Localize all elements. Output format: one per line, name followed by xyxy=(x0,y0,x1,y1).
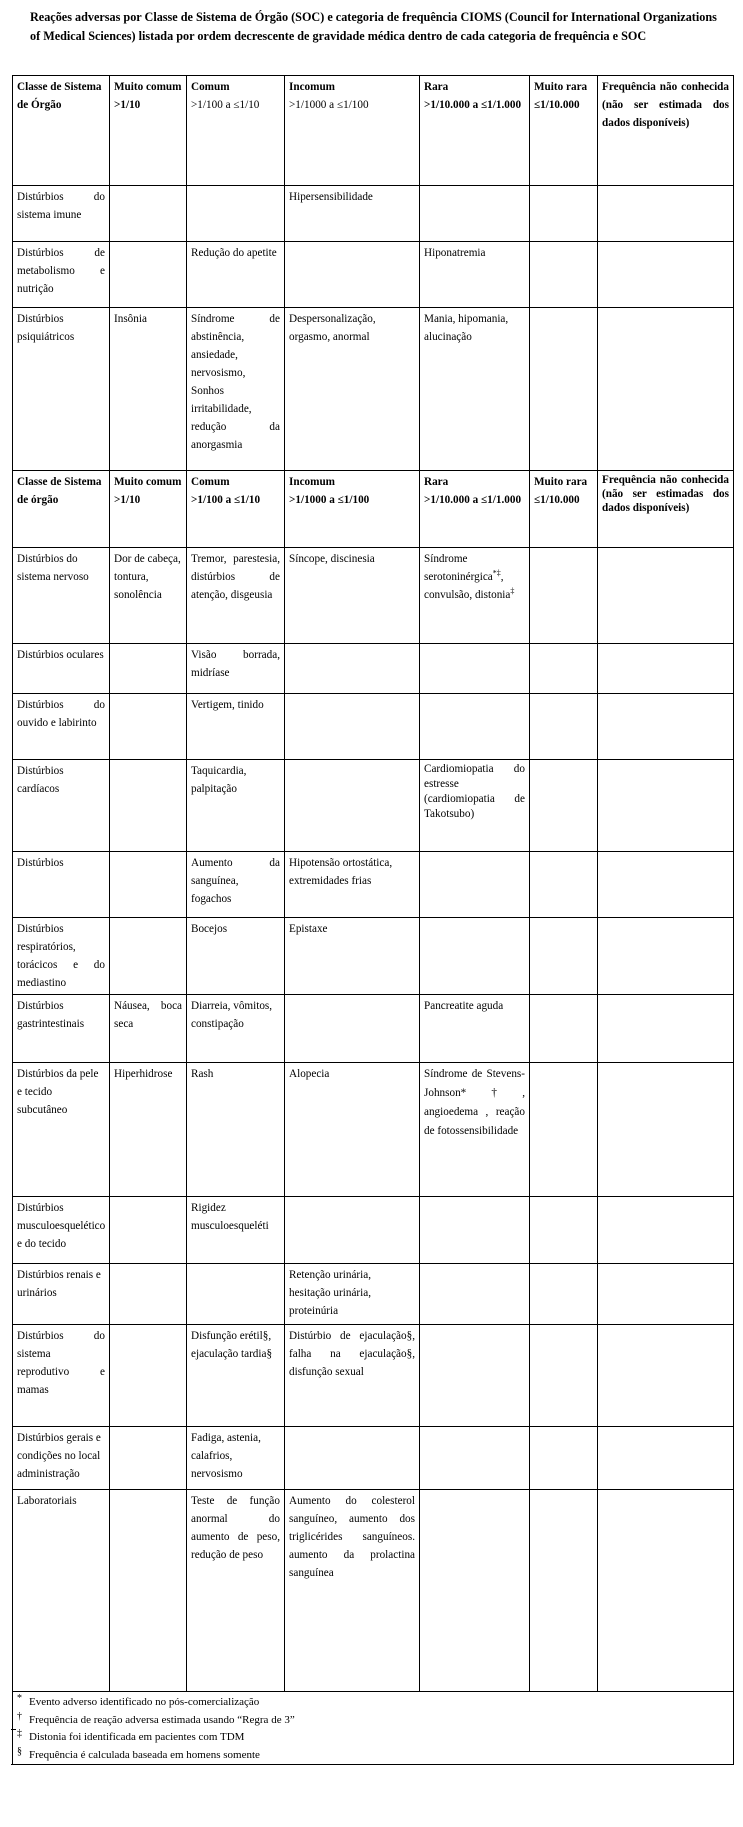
header-incomum-label: Incomum xyxy=(289,81,335,93)
header-rara-label: Rara xyxy=(424,81,449,93)
rara-cell xyxy=(420,548,530,644)
soc-cell: Distúrbios gastrintestinais xyxy=(13,995,110,1063)
incomum-cell xyxy=(285,995,420,1063)
rara-cell: Hiponatremia xyxy=(420,242,530,308)
footnote-text: Frequência de reação adversa estimada usando “Regra de 3” xyxy=(29,1713,295,1726)
muito-rara-cell xyxy=(530,995,598,1063)
table-row xyxy=(13,918,734,995)
header-comum xyxy=(187,76,285,186)
muito-rara-cell xyxy=(530,852,598,918)
rara-cell: Mania, hipomania, alucinação xyxy=(420,308,530,471)
muito-comum-cell: Hiperhidrose xyxy=(110,1063,187,1197)
incomum-cell: Alopecia xyxy=(285,1063,420,1197)
table-row xyxy=(13,242,734,308)
desconhecida-cell xyxy=(598,308,734,471)
incomum-cell: Aumento do colesterol sanguíneo, aumento dos triglicérides sanguíneos. aumento da prolactina sanguínea xyxy=(285,1490,420,1692)
header-desconhecida: Frequência não conhecida (não ser estimada dos dados disponíveis) xyxy=(598,76,734,186)
rara-cell xyxy=(420,852,530,918)
header-incomum-range: >1/1000 a ≤1/100 xyxy=(289,494,370,506)
table-row xyxy=(13,760,734,852)
table-caption: Reações adversas por Classe de Sistema de Órgão (SOC) e categoria de frequência CIOMS (Council for International Organizations of Medical Sciences) listada por ordem decrescente de gravidade médica dentro de cada categoria de frequência e SOC xyxy=(30,10,717,43)
comum-cell: Fadiga, astenia, calafrios, nervosismo xyxy=(187,1427,285,1490)
muito-comum-cell xyxy=(110,1490,187,1692)
header-muito-rara: Muito rara ≤1/10.000 xyxy=(530,76,598,186)
incomum-cell: Distúrbio de ejaculação§, falha na ejaculação§, disfunção sexual xyxy=(285,1325,420,1427)
muito-rara-cell xyxy=(530,694,598,760)
comum-cell: Visão borrada, midríase xyxy=(187,644,285,694)
muito-rara-cell xyxy=(530,1063,598,1197)
header-muito-comum: Muito comum >1/10 xyxy=(110,471,187,548)
footnote-mark: ‡ xyxy=(510,586,515,596)
table-header-row xyxy=(13,471,734,548)
muito-comum-cell xyxy=(110,760,187,852)
comum-cell: Vertigem, tinido xyxy=(187,694,285,760)
soc-cell: Distúrbios do sistema nervoso xyxy=(13,548,110,644)
comum-cell: Taquicardia, palpitação xyxy=(187,760,285,852)
muito-comum-cell xyxy=(110,694,187,760)
soc-cell: Distúrbios musculoesquelético e do tecido xyxy=(13,1197,110,1264)
header-rara-label: Rara xyxy=(424,476,449,488)
header-comum xyxy=(187,471,285,548)
muito-comum-cell: Náusea, boca seca xyxy=(110,995,187,1063)
desconhecida-cell xyxy=(598,242,734,308)
muito-comum-cell xyxy=(110,1325,187,1427)
comum-cell: Redução do apetite xyxy=(187,242,285,308)
header-soc: Classe de Sistema de Órgão xyxy=(13,76,110,186)
desconhecida-cell xyxy=(598,644,734,694)
soc-cell: Distúrbios respiratórios, torácicos e do mediastino xyxy=(13,918,110,995)
muito-rara-cell xyxy=(530,548,598,644)
soc-cell: Distúrbios de metabolismo e nutrição xyxy=(13,242,110,308)
muito-comum-cell: Insônia xyxy=(110,308,187,471)
desconhecida-cell xyxy=(598,1264,734,1325)
header-muito-comum: Muito comum >1/10 xyxy=(110,76,187,186)
muito-comum-cell xyxy=(110,1264,187,1325)
desconhecida-cell xyxy=(598,760,734,852)
incomum-cell: Epistaxe xyxy=(285,918,420,995)
rara-text-a: Síndrome serotoninérgica xyxy=(424,553,493,583)
muito-comum-cell: Dor de cabeça, tontura, sonolência xyxy=(110,548,187,644)
rara-text-b: , convulsão, distonia xyxy=(424,571,511,601)
table-row xyxy=(13,308,734,471)
footnote-symbol: * xyxy=(17,1693,22,1704)
table-row xyxy=(13,1063,734,1197)
incomum-cell: Retenção urinária, hesitação urinária, proteinúria xyxy=(285,1264,420,1325)
header-incomum-range: >1/1000 a ≤1/100 xyxy=(289,99,369,111)
comum-cell: Diarreia, vômitos, constipação xyxy=(187,995,285,1063)
table-row xyxy=(13,1325,734,1427)
muito-comum-cell xyxy=(110,1197,187,1264)
desconhecida-cell xyxy=(598,1427,734,1490)
comum-cell: Aumento da sanguínea, fogachos xyxy=(187,852,285,918)
header-comum-label: Comum xyxy=(191,476,230,488)
footnote-item xyxy=(17,1747,729,1765)
muito-comum-cell xyxy=(110,1427,187,1490)
muito-comum-cell xyxy=(110,918,187,995)
muito-rara-cell xyxy=(530,644,598,694)
rara-cell xyxy=(420,918,530,995)
desconhecida-cell xyxy=(598,1063,734,1197)
soc-cell: Distúrbios renais e urinários xyxy=(13,1264,110,1325)
rara-cell xyxy=(420,1264,530,1325)
soc-cell: Distúrbios xyxy=(13,852,110,918)
table-row xyxy=(13,1264,734,1325)
muito-rara-cell xyxy=(530,242,598,308)
table-row xyxy=(13,1427,734,1490)
muito-rara-cell xyxy=(530,1490,598,1692)
comum-cell: Rash xyxy=(187,1063,285,1197)
table-row xyxy=(13,186,734,242)
muito-comum-cell xyxy=(110,852,187,918)
soc-cell: Laboratoriais xyxy=(13,1490,110,1692)
header-comum-range: >1/100 a ≤1/10 xyxy=(191,99,260,111)
comum-cell: Tremor, parestesia, distúrbios de atenção, disgeusia xyxy=(187,548,285,644)
muito-rara-cell xyxy=(530,1325,598,1427)
rara-cell xyxy=(420,1197,530,1264)
rara-cell xyxy=(420,644,530,694)
comum-cell: Disfunção erétil§, ejaculação tardia§ xyxy=(187,1325,285,1427)
header-comum-range: >1/100 a ≤1/10 xyxy=(191,494,261,506)
footnote-symbol: † xyxy=(17,1710,22,1722)
footnote-symbol: ‡ xyxy=(17,1728,22,1739)
desconhecida-cell xyxy=(598,1197,734,1264)
muito-comum-cell xyxy=(110,644,187,694)
header-comum-label: Comum xyxy=(191,81,230,93)
footnote-mark: *‡ xyxy=(492,568,501,578)
muito-rara-cell xyxy=(530,1264,598,1325)
footnote-text: Evento adverso identificado no pós-comercialização xyxy=(29,1696,260,1708)
header-rara-range: >1/10.000 a ≤1/1.000 xyxy=(424,99,522,111)
comum-cell: Bocejos xyxy=(187,918,285,995)
desconhecida-cell xyxy=(598,694,734,760)
desconhecida-cell xyxy=(598,1325,734,1427)
footnote-text: Distonia foi identificada em pacientes com TDM xyxy=(29,1731,245,1743)
header-muito-rara: Muito rara ≤1/10.000 xyxy=(530,471,598,548)
footnote-item xyxy=(17,1712,729,1730)
muito-rara-cell xyxy=(530,918,598,995)
muito-rara-cell xyxy=(530,1197,598,1264)
header-rara-range: >1/10.000 a ≤1/1.000 xyxy=(424,494,522,506)
muito-rara-cell xyxy=(530,760,598,852)
desconhecida-cell xyxy=(598,186,734,242)
muito-comum-cell xyxy=(110,186,187,242)
comum-cell xyxy=(187,186,285,242)
rara-cell: Cardiomiopatia do estresse (cardiomiopatia de Takotsubo) xyxy=(420,760,530,852)
header-incomum-label: Incomum xyxy=(289,476,335,488)
table-row xyxy=(13,1490,734,1692)
soc-cell: Distúrbios cardíacos xyxy=(13,760,110,852)
header-incomum xyxy=(285,76,420,186)
footnotes xyxy=(13,1692,734,1765)
incomum-cell xyxy=(285,644,420,694)
incomum-cell xyxy=(285,694,420,760)
rara-cell: Pancreatite aguda xyxy=(420,995,530,1063)
incomum-cell xyxy=(285,1197,420,1264)
muito-comum-cell xyxy=(110,242,187,308)
header-rara xyxy=(420,76,530,186)
muito-rara-cell xyxy=(530,186,598,242)
footnote-item xyxy=(17,1729,729,1747)
desconhecida-cell xyxy=(598,995,734,1063)
soc-cell: Distúrbios da pele e tecido subcutâneo xyxy=(13,1063,110,1197)
adverse-reactions-table xyxy=(12,75,734,1765)
header-soc: Classe de Sistema de órgão xyxy=(13,471,110,548)
header-incomum xyxy=(285,471,420,548)
footnote-item xyxy=(17,1694,729,1712)
header-desconhecida: Frequência não conhecida (não ser estimadas dos dados disponíveis) xyxy=(598,471,734,548)
footnotes-row xyxy=(13,1692,734,1765)
soc-cell: Distúrbios do sistema reprodutivo e mamas xyxy=(13,1325,110,1427)
soc-cell: Distúrbios psiquiátricos xyxy=(13,308,110,471)
soc-cell: Distúrbios gerais e condições no local administração xyxy=(13,1427,110,1490)
incomum-cell xyxy=(285,242,420,308)
incomum-cell: Síncope, discinesia xyxy=(285,548,420,644)
rara-cell: Síndrome de Stevens-Johnson*†, angioedema , reação de fotossensibilidade xyxy=(420,1063,530,1197)
footnote-text: Frequência é calculada baseada em homens somente xyxy=(29,1748,260,1761)
desconhecida-cell xyxy=(598,918,734,995)
muito-rara-cell xyxy=(530,1427,598,1490)
soc-cell: Distúrbios oculares xyxy=(13,644,110,694)
desconhecida-cell xyxy=(598,1490,734,1692)
comum-cell: Teste de função anormal do aumento de peso, redução de peso xyxy=(187,1490,285,1692)
desconhecida-cell xyxy=(598,852,734,918)
header-rara xyxy=(420,471,530,548)
rara-cell xyxy=(420,694,530,760)
rara-cell xyxy=(420,1325,530,1427)
incomum-cell: Hipotensão ortostática, extremidades frias xyxy=(285,852,420,918)
comum-cell: Síndrome de abstinência, ansiedade, nervosismo, Sonhos irritabilidade, redução da anorgasmia xyxy=(187,308,285,471)
soc-cell: Distúrbios do sistema imune xyxy=(13,186,110,242)
rara-cell xyxy=(420,1427,530,1490)
footnote-symbol: § xyxy=(17,1745,22,1757)
table-row xyxy=(13,995,734,1063)
incomum-cell xyxy=(285,760,420,852)
table-row xyxy=(13,644,734,694)
rara-cell xyxy=(420,186,530,242)
desconhecida-cell xyxy=(598,548,734,644)
incomum-cell xyxy=(285,1427,420,1490)
comum-cell xyxy=(187,1264,285,1325)
comum-cell: Rigidez musculoesqueléti xyxy=(187,1197,285,1264)
table-row xyxy=(13,694,734,760)
incomum-cell: Hipersensibilidade xyxy=(285,186,420,242)
table-row xyxy=(13,852,734,918)
table-row xyxy=(13,548,734,644)
muito-rara-cell xyxy=(530,308,598,471)
rara-cell xyxy=(420,1490,530,1692)
incomum-cell: Despersonalização, orgasmo, anormal xyxy=(285,308,420,471)
table-row xyxy=(13,1197,734,1264)
table-header-row xyxy=(13,76,734,186)
soc-cell: Distúrbios do ouvido e labirinto xyxy=(13,694,110,760)
